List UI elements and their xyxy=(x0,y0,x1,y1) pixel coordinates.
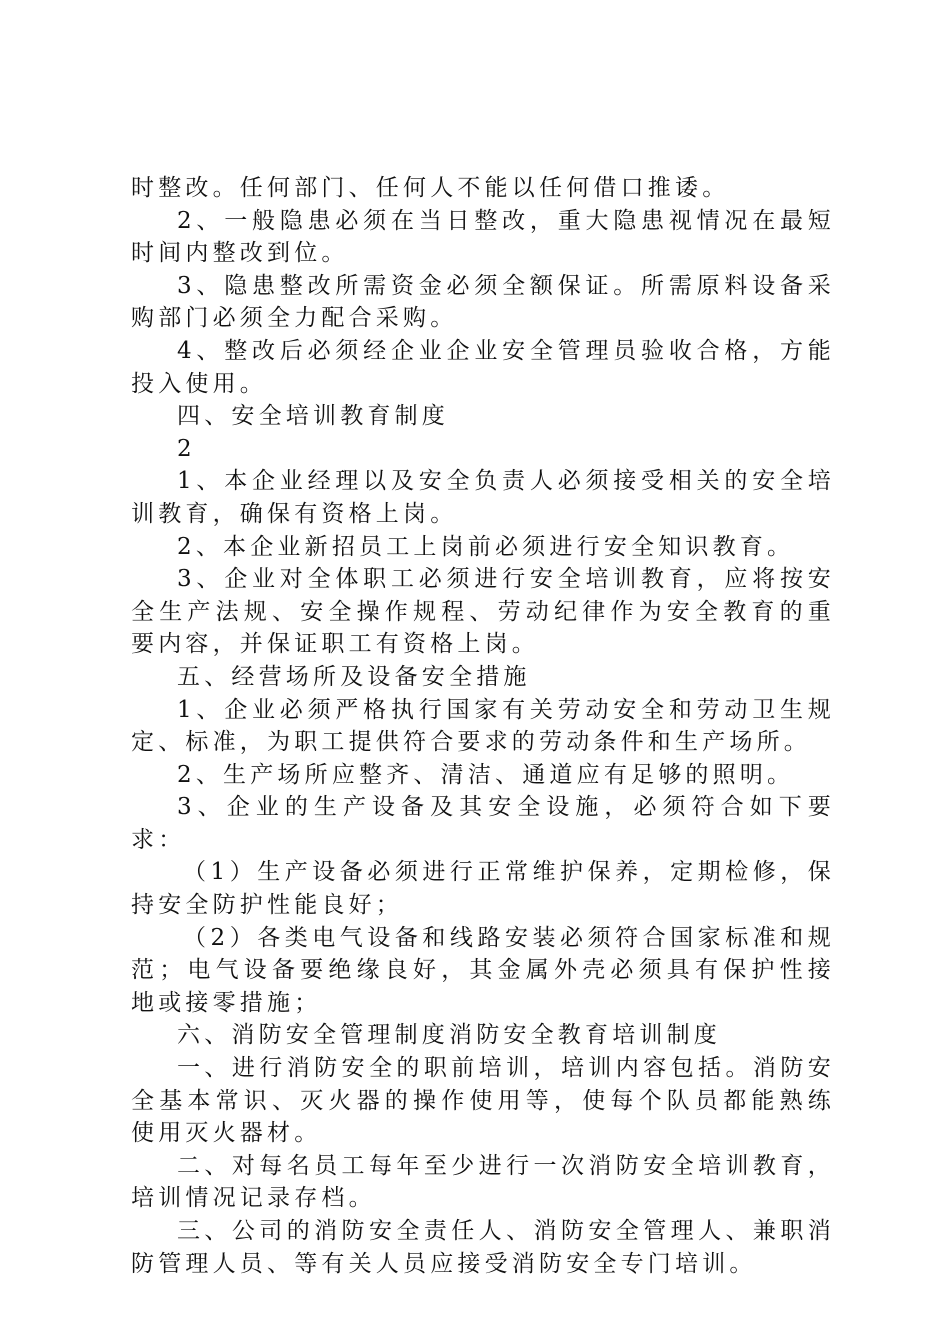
paragraph: 1、本企业经理以及安全负责人必须接受相关的安全培训教育，确保有资格上岗。 xyxy=(131,468,835,527)
section-heading: 六、消防安全管理制度消防安全教育培训制度 xyxy=(177,1022,721,1049)
paragraph: 3、企业的生产设备及其安全设施，必须符合如下要求： xyxy=(131,794,835,853)
paragraph: 一、进行消防安全的职前培训，培训内容包括。消防安全基本常识、灭火器的操作使用等，使每个队员都能熟练使用灭火器材。 xyxy=(131,1055,835,1147)
paragraph: 三、公司的消防安全责任人、消防安全管理人、兼职消防管理人员、等有关人员应接受消防安全专门培训。 xyxy=(131,1218,835,1277)
paragraph: 时整改。任何部门、任何人不能以任何借口推诿。 xyxy=(131,175,730,201)
document-body xyxy=(131,172,835,1280)
section-heading: 四、安全培训教育制度 xyxy=(177,403,449,430)
paragraph: 2、生产场所应整齐、清洁、通道应有足够的照明。 xyxy=(177,761,795,788)
paragraph: 3、企业对全体职工必须进行安全培训教育，应将按安全生产法规、安全操作规程、劳动纪律作为安全教育的重要内容，并保证职工有资格上岗。 xyxy=(131,566,835,658)
paragraph: 3、隐患整改所需资金必须全额保证。所需原料设备采购部门必须全力配合采购。 xyxy=(131,272,835,332)
paragraph: 2、一般隐患必须在当日整改，重大隐患视情况在最短时间内整改到位。 xyxy=(131,207,835,267)
paragraph: （2）各类电气设备和线路安装必须符合国家标准和规范；电气设备要绝缘良好，其金属外壳必须具有保护性接地或接零措施； xyxy=(131,924,835,1016)
paragraph: 4、整改后必须经企业企业安全管理员验收合格，方能投入使用。 xyxy=(131,337,835,397)
paragraph: 2、本企业新招员工上岗前必须进行安全知识教育。 xyxy=(177,533,795,560)
page-number: 2 xyxy=(177,435,196,462)
paragraph: 二、对每名员工每年至少进行一次消防安全培训教育，培训情况记录存档。 xyxy=(131,1152,835,1212)
paragraph: 1、企业必须严格执行国家有关劳动安全和劳动卫生规定、标准，为职工提供符合要求的劳动条件和生产场所。 xyxy=(131,696,835,756)
section-heading: 五、经营场所及设备安全措施 xyxy=(177,663,531,690)
paragraph: （1）生产设备必须进行正常维护保养，定期检修，保持安全防护性能良好； xyxy=(131,859,835,919)
